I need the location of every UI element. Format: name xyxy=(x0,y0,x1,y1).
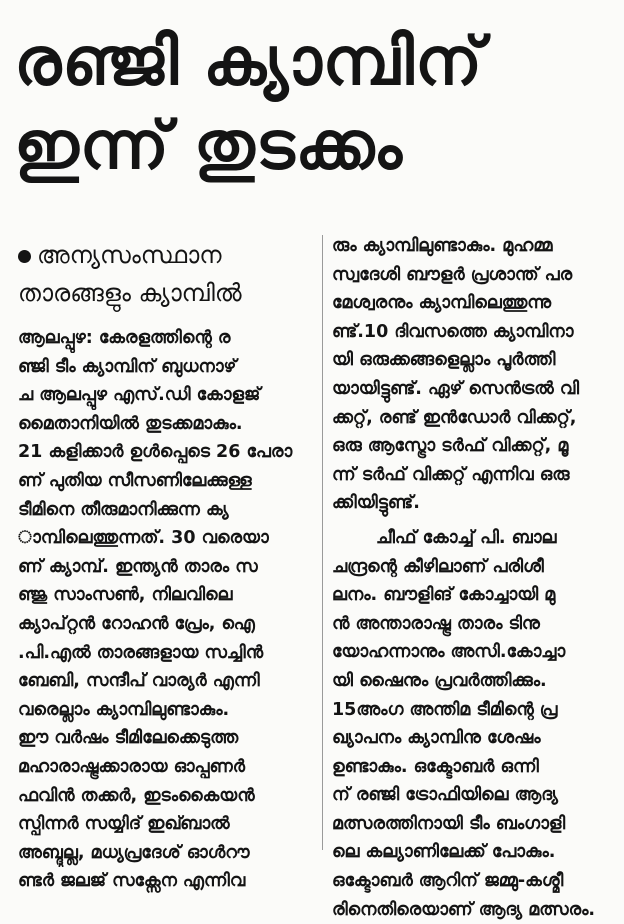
body-line: 15അംഗ അന്തിമ ടീമിന്റെ പ്ര xyxy=(332,699,558,720)
body-line: രിനെതിരെയാണ് ആദ്യ മത്സരം. xyxy=(332,899,596,920)
article-right-column xyxy=(332,232,618,924)
subheadline-line-1: അന്യസംസ്ഥാന xyxy=(37,241,222,269)
body-line: ടീമിനെ തീരുമാനിക്കുന്ന ക്യ xyxy=(18,499,229,520)
body-line: ബേബി, സന്ദീപ് വാര്യർ എന്നി xyxy=(18,671,260,692)
body-line: മൈതാനിയിൽ തുടക്കമാകും. xyxy=(18,413,243,434)
body-line: ണ്ട്.10 ദിവസത്തെ ക്യാമ്പിനാ xyxy=(332,321,574,342)
body-line: യി ഒരുക്കങ്ങളെല്ലാം പൂർത്തി xyxy=(332,350,556,371)
headline-line-2: ഇന്ന് തുടക്കം xyxy=(14,107,403,184)
body-line: .പി.എൽ താരങ്ങളായ സച്ചിൻ xyxy=(18,642,264,663)
body-line: ഒരു ആസ്ട്രോ ടർഫ് വിക്കറ്റ്, മൂ xyxy=(332,436,569,457)
body-line: യോഹന്നാനും അസി.കോച്ചാ xyxy=(332,642,566,663)
body-line: ഞ്ജു സാംസൺ, നിലവിലെ xyxy=(18,585,233,606)
body-line: ക്യാപ്റ്റൻ റോഹൻ പ്രേം, ഐ xyxy=(18,613,255,634)
body-line: ാമ്പിലെത്തുന്നത്. 30 വരെയാ xyxy=(18,528,269,549)
body-line: ഈ വർഷം ടീമിലേക്കെടുത്ത xyxy=(18,728,239,749)
body-line: ണ് ക്യാമ്പ്. ഇന്ത്യൻ താരം സ xyxy=(18,556,258,577)
body-line: ലെ കല്യാണിലേക്ക് പോകും. xyxy=(332,842,556,863)
body-line: ന് രഞ്ജി ട്രോഫിയിലെ ആദ്യ xyxy=(332,785,558,806)
body-line: ഫവിൻ തക്കർ, ഇടംകൈയൻ xyxy=(18,785,255,806)
subheadline-line-2: താരങ്ങളും ക്യാമ്പിൽ xyxy=(18,279,242,307)
bullet-icon xyxy=(18,250,31,263)
article-left-column xyxy=(18,232,318,896)
body-line: യായിട്ടുണ്ട്. ഏഴ് സെൻട്രൽ വി xyxy=(332,378,579,399)
body-line: ന്ന് ടർഫ് വിക്കറ്റ് എന്നിവ ഒരു xyxy=(332,464,570,485)
body-line: ഞ്ജി ടീം ക്യാമ്പിന് ബുധനാഴ് xyxy=(18,356,237,377)
body-line: ണ്ടർ ജലജ് സക്സേന എന്നിവ xyxy=(18,871,246,892)
body-line: ണ് പുതിയ സീസണിലേക്കുള്ള xyxy=(18,470,252,491)
body-line: വരെല്ലാം ക്യാമ്പിലുണ്ടാകും. xyxy=(18,699,230,720)
body-line: ഉണ്ടാകും. ഒക്ടോബർ ഒന്നി xyxy=(332,756,539,777)
body-line: മേശ്വരനും ക്യാമ്പിലെത്തുന്നു xyxy=(332,293,552,314)
body-line: സ്വദേശി ബൗളർ പ്രശാന്ത് പര xyxy=(332,264,573,285)
body-line: രും ക്യാമ്പിലുണ്ടാകും. മുഹമ്മ xyxy=(332,236,553,256)
body-line: ഒക്ടോബർ ആറിന് ജമ്മു-കശ്മീ xyxy=(332,871,564,892)
body-line: 21 കളിക്കാർ ഉൾപ്പെടെ 26 പേരാ xyxy=(18,442,293,463)
body-line: മഹാരാഷ്ട്രക്കാരായ ഓപ്പണർ xyxy=(18,756,245,777)
body-line: സ്പിന്നർ സയ്യിദ് ഇഖ്ബാൽ xyxy=(18,814,230,835)
body-line: ചീഫ് കോച്ച് പി. ബാല xyxy=(376,527,557,548)
dateline: ആലപ്പുഴ: xyxy=(18,328,93,348)
body-line: യി ഷൈനും പ്രവർത്തിക്കും. xyxy=(332,670,547,691)
body-line: ഖ്യാപനം ക്യാമ്പിനു ശേഷം xyxy=(332,728,541,749)
body-line: ആലപ്പുഴ: കേരളത്തിന്റെ ര xyxy=(18,328,231,348)
column-divider xyxy=(322,235,323,850)
headline xyxy=(14,20,614,188)
body-line: ലനം. ബൗളിങ് കോച്ചായി മു xyxy=(332,585,556,606)
body-line: ക്കറ്റ്, രണ്ട് ഇൻഡോർ വിക്കറ്റ്, xyxy=(332,407,577,428)
body-line: മത്സരത്തിനായി ടീം ബംഗാളി xyxy=(332,813,566,834)
body-line: ച ആലപ്പുഴ എസ്.ഡി കോളജ് xyxy=(18,385,261,406)
body-line: ക്കിയിട്ടുണ്ട്. xyxy=(332,493,420,514)
body-line: ചന്ദ്രന്റെ കീഴിലാണ് പരിശീ xyxy=(332,556,544,577)
body-line: ൻ അന്താരാഷ്ട്ര താരം ടിനു xyxy=(332,613,540,634)
subheadline xyxy=(18,236,318,312)
body-line: അബ്ദുല്ല, മധ്യപ്രദേശ് ഓൾറൗ xyxy=(18,842,250,863)
headline-line-1: രഞ്ജി ക്യാമ്പിന് xyxy=(14,23,484,100)
